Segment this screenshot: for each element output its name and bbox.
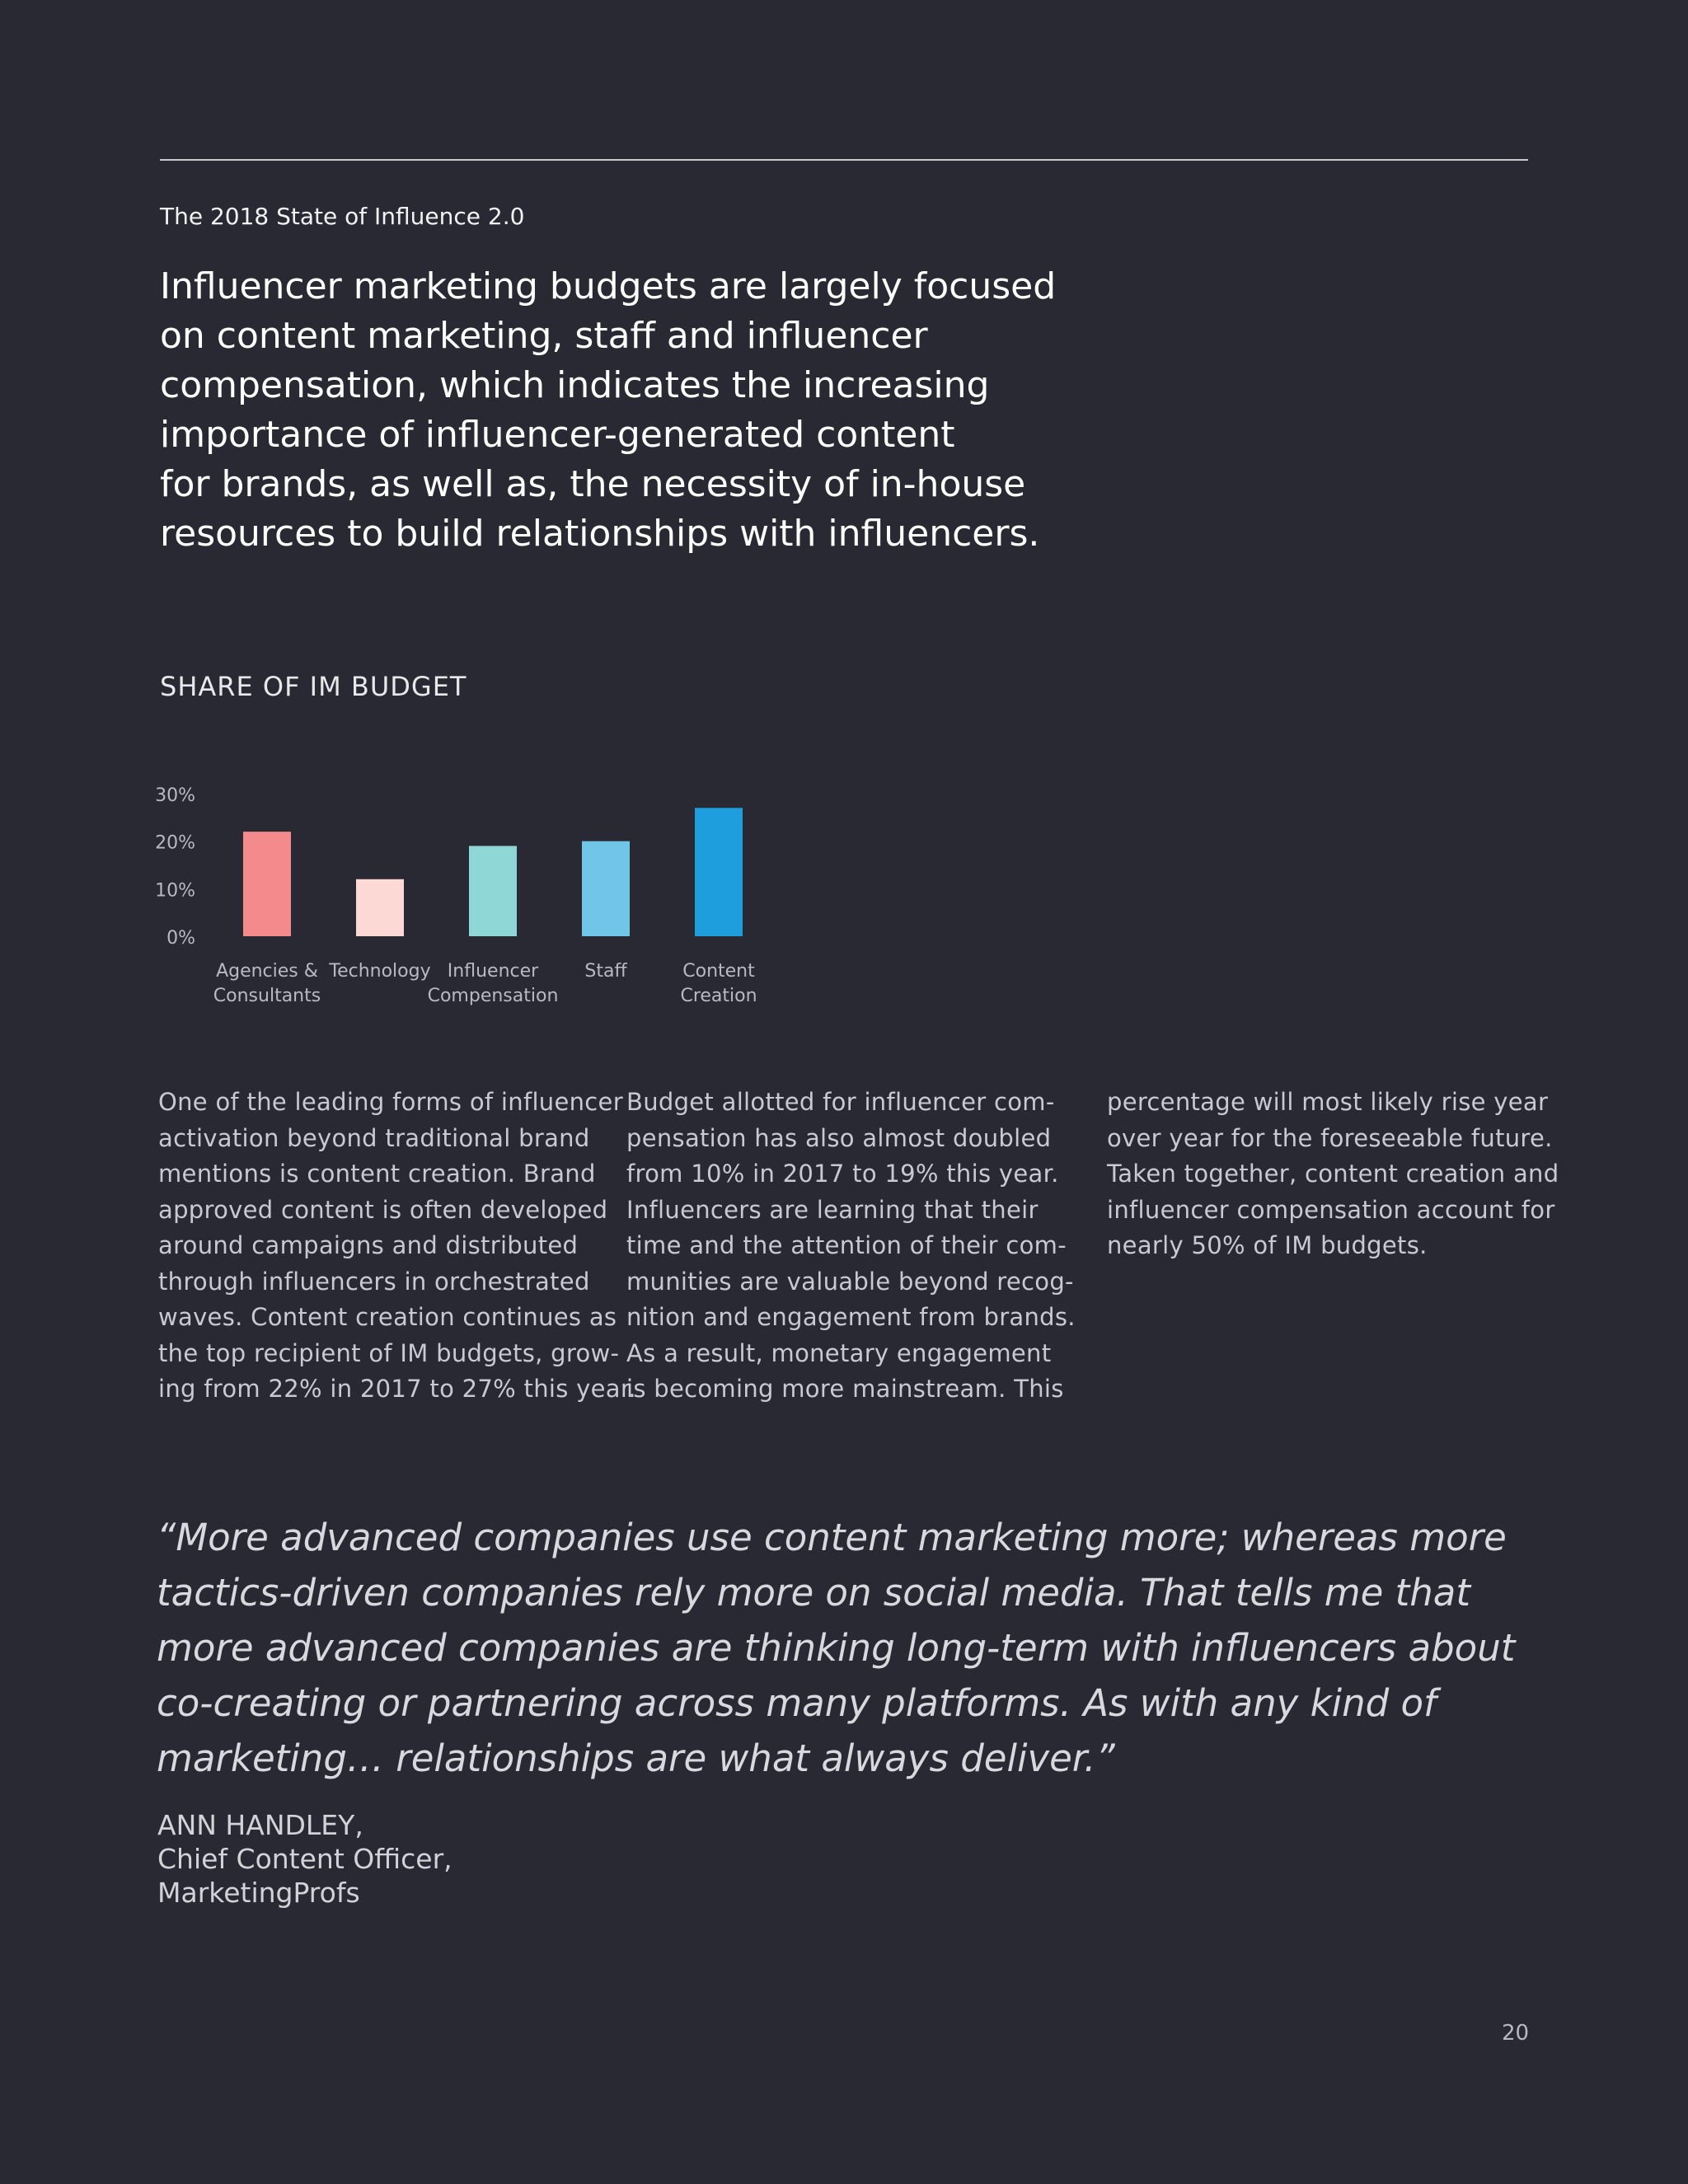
quote-line: tactics-driven companies rely more on social media. That tells me that: [157, 1571, 1470, 1615]
x-tick-label: Agencies &: [216, 961, 318, 982]
y-tick-label: 0%: [166, 928, 195, 949]
bar: [695, 808, 743, 936]
quote-line: co-creating or partnering across many platforms. As with any kind of: [157, 1681, 1437, 1725]
lead-paragraph: [160, 262, 1108, 559]
lead-line: on content marketing, staff and influencer: [160, 315, 928, 357]
im-budget-bar-chart: [124, 771, 783, 1018]
quote-author-company: MarketingProfs: [157, 1877, 360, 1909]
body-line: ing from 22% in 2017 to 27% this year.: [158, 1375, 636, 1403]
x-tick-label: Compensation: [427, 986, 559, 1006]
chart-title: SHARE OF IM BUDGET: [160, 671, 467, 702]
bar: [469, 846, 517, 936]
body-line: Influencers are learning that their: [626, 1195, 1039, 1224]
lead-line: for brands, as well as, the necessity of in-house: [160, 463, 1026, 505]
lead-line: importance of influencer-generated content: [160, 414, 955, 456]
x-tick-label: Creation: [680, 986, 757, 1006]
quote-line: more advanced companies are thinking long-term with influencers about: [157, 1626, 1516, 1670]
x-tick-label: Influencer: [447, 961, 539, 982]
body-column-2: [626, 1085, 1076, 1408]
bar: [356, 879, 404, 936]
x-tick-label: Staff: [584, 961, 627, 982]
body-line: nition and engagement from brands.: [626, 1303, 1076, 1331]
body-line: mentions is content creation. Brand: [158, 1160, 596, 1188]
page-number: 20: [1502, 2021, 1530, 2046]
quote-author: ANN HANDLEY,: [157, 1809, 363, 1841]
body-line: influencer compensation account for: [1107, 1195, 1555, 1224]
body-line: the top recipient of IM budgets, grow-: [158, 1338, 620, 1367]
bar: [582, 841, 630, 936]
bar: [243, 832, 291, 936]
quote-author-role: Chief Content Officer,: [157, 1843, 452, 1875]
body-line: time and the attention of their com-: [626, 1231, 1067, 1259]
body-line: through influencers in orchestrated: [158, 1267, 590, 1296]
running-title: The 2018 State of Influence 2.0: [160, 203, 525, 230]
body-column-1: [158, 1085, 636, 1408]
y-tick-label: 30%: [155, 785, 195, 806]
body-line: over year for the foreseeable future.: [1107, 1123, 1553, 1152]
body-line: percentage will most likely rise year: [1107, 1088, 1549, 1116]
body-line: from 10% in 2017 to 19% this year.: [626, 1160, 1059, 1188]
quote-line: marketing… relationships are what always deliver.”: [157, 1736, 1115, 1780]
body-line: Taken together, content creation and: [1107, 1160, 1559, 1188]
body-line: One of the leading forms of influencer: [158, 1088, 623, 1116]
header-rule: [160, 159, 1528, 161]
body-line: is becoming more mainstream. This: [626, 1375, 1064, 1403]
body-line: As a result, monetary engagement: [626, 1338, 1052, 1367]
y-tick-label: 20%: [155, 832, 195, 854]
body-line: munities are valuable beyond recog-: [626, 1267, 1074, 1296]
lead-line: compensation, which indicates the increasing: [160, 364, 990, 406]
x-tick-label: Technology: [329, 961, 431, 982]
body-line: waves. Content creation continues as: [158, 1303, 617, 1331]
body-line: approved content is often developed: [158, 1195, 608, 1224]
body-line: pensation has also almost doubled: [626, 1123, 1052, 1152]
body-line: around campaigns and distributed: [158, 1231, 579, 1259]
quote-line: “More advanced companies use content marketing more; whereas more: [157, 1516, 1507, 1559]
pull-quote: [157, 1510, 1541, 1786]
lead-line: Influencer marketing budgets are largely focused: [160, 265, 1057, 307]
body-column-3: [1107, 1085, 1559, 1264]
x-tick-label: Consultants: [213, 986, 321, 1006]
body-line: activation beyond traditional brand: [158, 1123, 590, 1152]
quote-attribution: [157, 1808, 452, 1910]
lead-line: resources to build relationships with influencers.: [160, 513, 1040, 555]
body-line: nearly 50% of IM budgets.: [1107, 1231, 1428, 1259]
x-tick-label: Content: [682, 961, 755, 982]
y-tick-label: 10%: [155, 880, 195, 902]
body-line: Budget allotted for influencer com-: [626, 1088, 1055, 1116]
